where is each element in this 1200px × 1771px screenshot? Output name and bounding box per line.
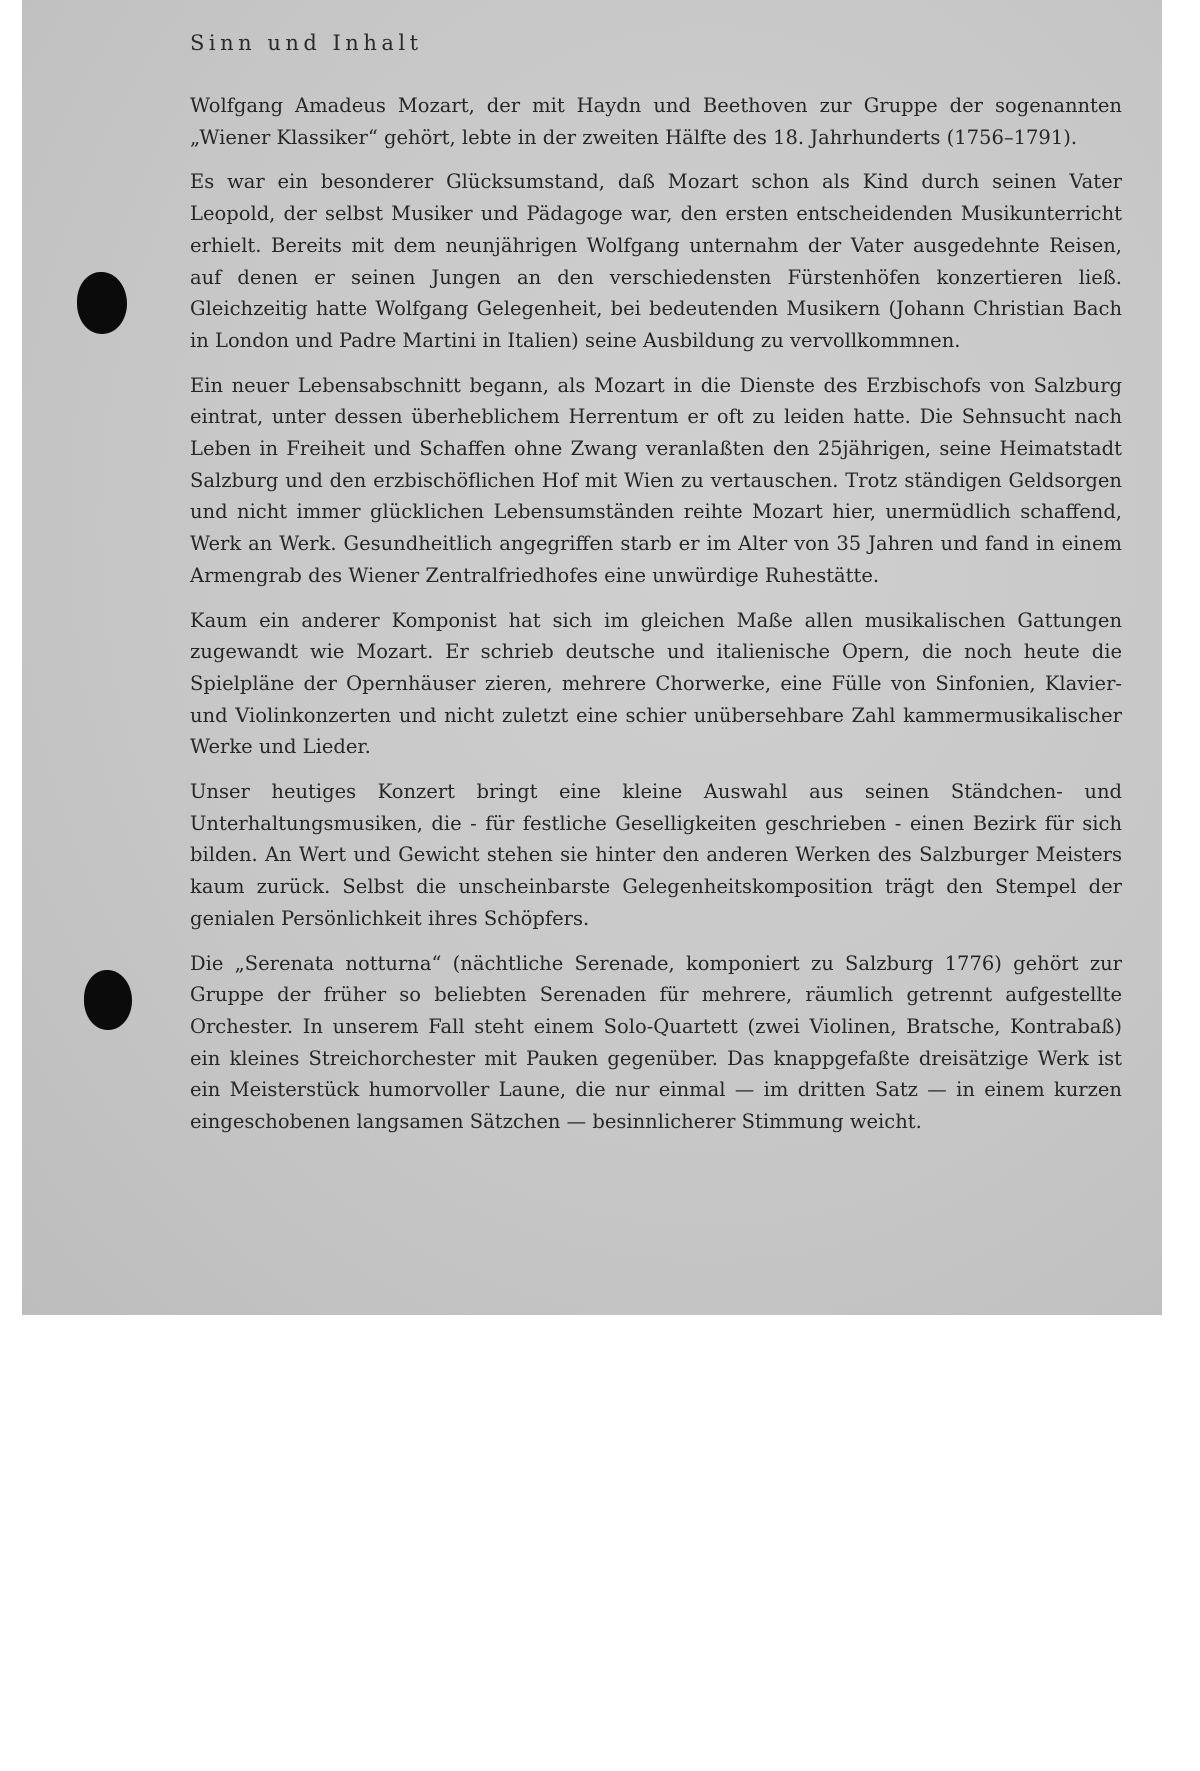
- body-text: [190, 90, 1122, 1151]
- page-heading: Sinn und Inhalt: [190, 31, 423, 55]
- paragraph-concert: Unser heutiges Konzert bringt eine kleine Auswahl aus seinen Ständchen- und Unterhaltungsmusiken, die - für festliche Geselligkeiten geschrieben - einen Bezirk für sich bilden. An Wert und Gewicht stehen sie hinter den anderen Werken des Salzburger Meisters kaum zurück. Selbst die unscheinbarste Gelegenheitskomposition trägt den Stempel der genialen Persönlichkeit ihres Schöpfers.: [190, 780, 1122, 930]
- punch-hole-bottom: [84, 970, 132, 1030]
- punch-hole-top: [77, 272, 127, 334]
- paragraph-intro: Wolfgang Amadeus Mozart, der mit Haydn und Beethoven zur Gruppe der sogenannten „Wiener Klassiker“ gehört, lebte in der zweiten Hälfte des 18. Jahrhunderts (1756–1791).: [190, 94, 1122, 149]
- paragraph-childhood: Es war ein besonderer Glücksumstand, daß Mozart schon als Kind durch seinen Vater Leopold, der selbst Musiker und Pädagoge war, den ersten entscheidenden Musikunterricht erhielt. Bereits mit dem neunjährigen Wolfgang unternahm der Vater ausgedehnte Reisen, auf denen er seinen Jungen an den verschiedensten Fürstenhöfen konzertieren ließ. Gleichzeitig hatte Wolfgang Gelegenheit, bei bedeutenden Musikern (Johann Christian Bach in London und Padre Martini in Italien) seine Ausbildung zu vervollkommnen.: [190, 170, 1122, 352]
- scanned-page: [22, 0, 1162, 1315]
- paragraph-genres: Kaum ein anderer Komponist hat sich im gleichen Maße allen musikalischen Gattungen zugewandt wie Mozart. Er schrieb deutsche und italienische Opern, die noch heute die Spielpläne der Opernhäuser zieren, mehrere Chorwerke, eine Fülle von Sinfonien, Klavier- und Violinkonzerten und nicht zuletzt eine schier unübersehbare Zahl kammermusikalischer Werke und Lieder.: [190, 608, 1122, 759]
- paragraph-salzburg-vienna: Ein neuer Lebensabschnitt begann, als Mozart in die Dienste des Erzbischofs von Salzburg eintrat, unter dessen überheblichem Herrentum er oft zu leiden hatte. Die Sehnsucht nach Leben in Freiheit und Schaffen ohne Zwang veranlaßten den 25jährigen, seine Heimatstadt Salzburg und den erzbischöflichen Hof mit Wien zu vertauschen. Trotz ständigen Geldsorgen und nicht immer glücklichen Lebensumständen reihte Mozart hier, unermüdlich schaffend, Werk an Werk. Gesundheitlich angegriffen starb er im Alter von 35 Jahren und fand in einem Armengrab des Wiener Zentralfriedhofes eine unwürdige Ruhestätte.: [190, 373, 1122, 587]
- paragraph-serenata: Die „Serenata notturna“ (nächtliche Serenade, komponiert zu Salzburg 1776) gehört zur Gruppe der früher so beliebten Serenaden für mehrere, räumlich getrennt aufgestellte Orchester. In unserem Fall steht einem Solo-Quartett (zwei Violinen, Bratsche, Kontrabaß) ein kleines Streichorchester mit Pauken gegenüber. Das knappgefaßte dreisätzige Werk ist ein Meisterstück humorvoller Laune, die nur einmal — im dritten Satz — in einem kurzen eingeschobenen langsamen Sätzchen — besinnlicherer Stimmung weicht.: [190, 951, 1122, 1134]
